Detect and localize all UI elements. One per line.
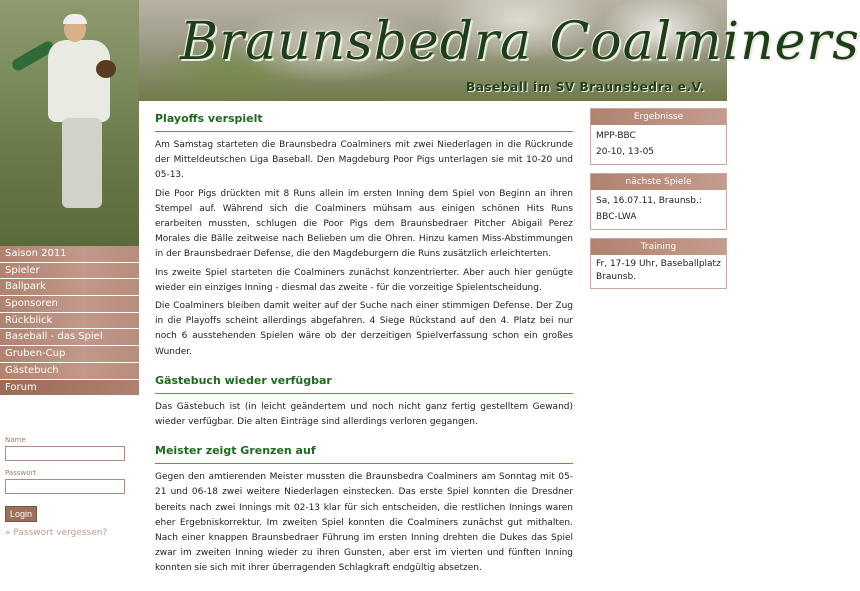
password-label: Passwort (5, 469, 37, 477)
nav-item-spieler[interactable]: Spieler (0, 263, 139, 280)
article-paragraph: Das Gästebuch ist (in leicht geändertem und noch nicht ganz fertig gestelltem Gewand) wieder verfügbar. Die alten Einträge sind allerdings verloren gegangen. (155, 401, 573, 428)
login-form (5, 436, 130, 538)
nav-item-forum[interactable]: Forum (0, 380, 139, 397)
next-games-line: BBC-LWA (596, 212, 637, 222)
training-box (590, 238, 727, 289)
player-glove-shape (96, 60, 116, 78)
player-photo (0, 0, 139, 246)
article-title: Meister zeigt Grenzen auf (155, 444, 573, 464)
nav-item-sponsoren[interactable]: Sponsoren (0, 296, 139, 313)
article-guestbook (155, 374, 573, 430)
next-games-box (590, 173, 727, 230)
site-subtitle: Baseball im SV Braunsbedra e.V. (465, 80, 705, 94)
next-games-box-title: nächste Spiele (591, 174, 726, 190)
forgot-password-link[interactable]: » Passwort vergessen? (5, 528, 108, 538)
article-playoffs (155, 112, 573, 360)
nav-item-rueckblick[interactable]: Rückblick (0, 313, 139, 330)
article-paragraph: Die Poor Pigs drückten mit 8 Runs allein im ersten Inning dem Spiel von Beginn an ihren Stempel auf. Während sich die Coalminers mühsam aus einigen schönen Hits Runs erarbeiten mussten, schlugen die Poor Pigs dem Braunsbedraer Pitcher Abigail Perez Morales die Bälle zeitweise nach Belieben um die Ohren. Hinzu kamen Miss-Abstimmungen in der Braunsbedraer Defense, die den Magdeburgern die Runs zusätzlich erleichterten. (155, 188, 573, 260)
login-button[interactable]: Login (5, 506, 37, 522)
article-title: Playoffs verspielt (155, 112, 573, 132)
name-input[interactable] (5, 446, 125, 461)
nav-item-ballpark[interactable]: Ballpark (0, 279, 139, 296)
training-box-title: Training (591, 239, 726, 255)
results-box-body (591, 125, 726, 164)
results-line: MPP-BBC (596, 131, 636, 141)
results-box (590, 108, 727, 165)
article-title: Gästebuch wieder verfügbar (155, 374, 573, 394)
password-input[interactable] (5, 479, 125, 494)
article-paragraph: Ins zweite Spiel starteten die Coalminers zunächst konzentrierter. Aber auch hier genügte wieder ein einziges Inning - diesmal das zweite - für die vorzeitige Spielentscheidung. (155, 267, 573, 293)
name-label: Name (5, 436, 26, 444)
main-navigation (0, 246, 139, 396)
training-line: Fr, 17-19 Uhr, Baseballplatz Braunsb. (596, 259, 721, 282)
right-sidebar (590, 108, 727, 297)
nav-item-gruben-cup[interactable]: Gruben-Cup (0, 346, 139, 363)
nav-item-gaestebuch[interactable]: Gästebuch (0, 363, 139, 380)
results-box-title: Ergebnisse (591, 109, 726, 125)
nav-item-baseball-das-spiel[interactable]: Baseball - das Spiel (0, 329, 139, 346)
article-champion (155, 444, 573, 576)
next-games-line: Sa, 16.07.11, Braunsb.: (596, 196, 702, 206)
nav-item-saison-2011[interactable]: Saison 2011 (0, 246, 139, 263)
article-paragraph: Am Samstag starteten die Braunsbedra Coalminers mit zwei Niederlagen in die Rückrunde der Mitteldeutschen Liga Baseball. Den Magdeburg Poor Pigs unterlagen sie mit 10-20 und 05-13. (155, 140, 573, 181)
site-title: Braunsbedra Coalminers (180, 12, 860, 72)
next-games-box-body (591, 190, 726, 229)
results-line: 20-10, 13-05 (596, 147, 655, 157)
player-cap-shape (63, 14, 87, 24)
training-box-body (591, 255, 726, 288)
news-content (155, 112, 573, 591)
article-paragraph: Die Coalminers bleiben damit weiter auf der Suche nach einer stimmigen Defense. Der Zug in die Playoffs scheint allerdings abgefahren. 4 Siege Rückstand auf den 4. Platz bei nur noch 6 ausstehenden Spielen wäre ob der derzeitigen Spielverfassung schon ein großes Wunder. (155, 301, 573, 357)
player-jersey-shape (48, 40, 110, 122)
player-legs-shape (62, 118, 102, 208)
article-paragraph: Gegen den amtierenden Meister mussten die Braunsbedra Coalminers am Sonntag mit 05-21 und 06-18 zwei weitere Niederlagen einstecken. Das erste Spiel konnten die Dresdner bereits nach zwei Innings mit 02-13 klar für sich entscheiden, die restlichen Innings waren eher Ergebniskorrektur. Im zweiten Spiel konnten die Coalminers zunächst gut mithalten. Nach einer knappen Braunsbedraer Führung im ersten Inning drehten die Dukes das Spiel zwar im zweiten Inning wieder zu ihren Gunsten, aber erst im vierten und fünften Inning konnten sie sich mit ihrer überragenden Schlagkraft endgültig absetzen. (155, 472, 573, 574)
